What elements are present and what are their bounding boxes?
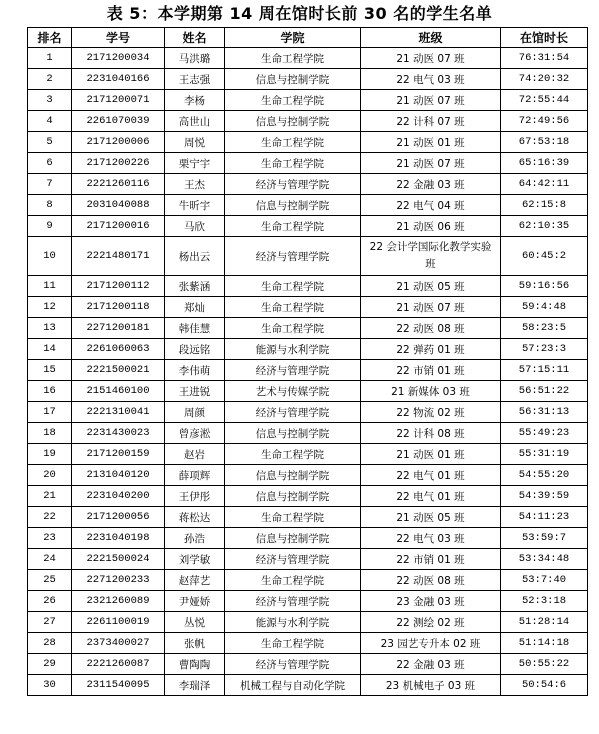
- cell-duration: 60:45:2: [501, 237, 588, 276]
- cell-college: 经济与管理学院: [225, 237, 361, 276]
- cell-name: 王进锐: [165, 381, 225, 402]
- table-row: [28, 402, 588, 423]
- cell-class: 21 动医 01 班: [361, 132, 501, 153]
- table-row: [28, 360, 588, 381]
- cell-class: 22 电气 01 班: [361, 465, 501, 486]
- table-row: [28, 297, 588, 318]
- cell-college: 信息与控制学院: [225, 111, 361, 132]
- cell-college: 生命工程学院: [225, 444, 361, 465]
- cell-student-id: 2171200071: [72, 90, 165, 111]
- cell-class: 22 弹药 01 班: [361, 339, 501, 360]
- cell-rank: 22: [28, 507, 72, 528]
- student-ranking-table: [27, 27, 588, 696]
- cell-college: 信息与控制学院: [225, 69, 361, 90]
- cell-college: 能源与水利学院: [225, 612, 361, 633]
- cell-rank: 18: [28, 423, 72, 444]
- cell-rank: 26: [28, 591, 72, 612]
- cell-class: 21 新媒体 03 班: [361, 381, 501, 402]
- table-row: [28, 381, 588, 402]
- cell-student-id: 2373400027: [72, 633, 165, 654]
- table-row: [28, 276, 588, 297]
- table-row: [28, 90, 588, 111]
- cell-name: 薛项辉: [165, 465, 225, 486]
- table-row: [28, 528, 588, 549]
- cell-college: 生命工程学院: [225, 633, 361, 654]
- table-row: [28, 318, 588, 339]
- cell-student-id: 2031040088: [72, 195, 165, 216]
- cell-college: 经济与管理学院: [225, 174, 361, 195]
- table-row: [28, 570, 588, 591]
- table-row: [28, 216, 588, 237]
- cell-duration: 51:14:18: [501, 633, 588, 654]
- cell-duration: 64:42:11: [501, 174, 588, 195]
- cell-rank: 21: [28, 486, 72, 507]
- cell-name: 高世山: [165, 111, 225, 132]
- table-header-row: [28, 28, 588, 48]
- cell-duration: 57:15:11: [501, 360, 588, 381]
- cell-rank: 5: [28, 132, 72, 153]
- cell-class: 21 动医 07 班: [361, 297, 501, 318]
- cell-college: 生命工程学院: [225, 318, 361, 339]
- cell-rank: 12: [28, 297, 72, 318]
- cell-duration: 55:49:23: [501, 423, 588, 444]
- cell-rank: 7: [28, 174, 72, 195]
- cell-student-id: 2171200226: [72, 153, 165, 174]
- header-class: 班级: [361, 28, 501, 48]
- cell-student-id: 2231040198: [72, 528, 165, 549]
- cell-rank: 3: [28, 90, 72, 111]
- cell-name: 李杨: [165, 90, 225, 111]
- cell-class: 22 金融 03 班: [361, 174, 501, 195]
- cell-college: 生命工程学院: [225, 90, 361, 111]
- cell-student-id: 2261060063: [72, 339, 165, 360]
- cell-class: 22 金融 03 班: [361, 654, 501, 675]
- cell-student-id: 2171200016: [72, 216, 165, 237]
- cell-class: 23 园艺专升本 02 班: [361, 633, 501, 654]
- cell-rank: 20: [28, 465, 72, 486]
- table-row: [28, 507, 588, 528]
- cell-rank: 27: [28, 612, 72, 633]
- cell-duration: 76:31:54: [501, 48, 588, 69]
- cell-class: 21 动医 07 班: [361, 90, 501, 111]
- table-row: [28, 654, 588, 675]
- cell-duration: 53:59:7: [501, 528, 588, 549]
- cell-duration: 54:39:59: [501, 486, 588, 507]
- cell-college: 机械工程与自动化学院: [225, 675, 361, 696]
- cell-duration: 50:55:22: [501, 654, 588, 675]
- cell-duration: 74:20:32: [501, 69, 588, 90]
- cell-college: 艺术与传媒学院: [225, 381, 361, 402]
- cell-college: 生命工程学院: [225, 153, 361, 174]
- cell-name: 段远铭: [165, 339, 225, 360]
- cell-rank: 14: [28, 339, 72, 360]
- cell-name: 王志强: [165, 69, 225, 90]
- cell-name: 曹陶陶: [165, 654, 225, 675]
- cell-college: 生命工程学院: [225, 297, 361, 318]
- cell-duration: 51:28:14: [501, 612, 588, 633]
- cell-student-id: 2231040200: [72, 486, 165, 507]
- cell-name: 赵萍艺: [165, 570, 225, 591]
- cell-student-id: 2171200056: [72, 507, 165, 528]
- cell-name: 蒋松达: [165, 507, 225, 528]
- cell-rank: 13: [28, 318, 72, 339]
- cell-name: 郑灿: [165, 297, 225, 318]
- cell-student-id: 2151460100: [72, 381, 165, 402]
- cell-student-id: 2321260089: [72, 591, 165, 612]
- header-rank: 排名: [28, 28, 72, 48]
- cell-rank: 2: [28, 69, 72, 90]
- cell-name: 杨出云: [165, 237, 225, 276]
- cell-college: 经济与管理学院: [225, 402, 361, 423]
- table-row: [28, 591, 588, 612]
- cell-class: 22 动医 08 班: [361, 318, 501, 339]
- cell-rank: 15: [28, 360, 72, 381]
- cell-student-id: 2171200118: [72, 297, 165, 318]
- table-row: [28, 69, 588, 90]
- cell-rank: 6: [28, 153, 72, 174]
- cell-name: 马洪璐: [165, 48, 225, 69]
- cell-student-id: 2261100019: [72, 612, 165, 633]
- table-row: [28, 633, 588, 654]
- cell-name: 尹娅娇: [165, 591, 225, 612]
- table-row: [28, 612, 588, 633]
- cell-student-id: 2231430023: [72, 423, 165, 444]
- cell-student-id: 2171200006: [72, 132, 165, 153]
- cell-rank: 30: [28, 675, 72, 696]
- cell-student-id: 2171200112: [72, 276, 165, 297]
- table-row: [28, 339, 588, 360]
- cell-student-id: 2221500021: [72, 360, 165, 381]
- cell-rank: 16: [28, 381, 72, 402]
- cell-name: 孙浩: [165, 528, 225, 549]
- cell-duration: 59:16:56: [501, 276, 588, 297]
- cell-duration: 72:49:56: [501, 111, 588, 132]
- cell-duration: 55:31:19: [501, 444, 588, 465]
- cell-rank: 8: [28, 195, 72, 216]
- cell-duration: 72:55:44: [501, 90, 588, 111]
- cell-name: 曾彦淞: [165, 423, 225, 444]
- cell-college: 经济与管理学院: [225, 549, 361, 570]
- cell-student-id: 2221500024: [72, 549, 165, 570]
- cell-name: 李瑞泽: [165, 675, 225, 696]
- cell-name: 周悦: [165, 132, 225, 153]
- cell-class: 22 物流 02 班: [361, 402, 501, 423]
- header-college: 学院: [225, 28, 361, 48]
- cell-student-id: 2271200233: [72, 570, 165, 591]
- header-student-id: 学号: [72, 28, 165, 48]
- table-row: [28, 153, 588, 174]
- cell-duration: 52:3:18: [501, 591, 588, 612]
- cell-class: 22 电气 03 班: [361, 69, 501, 90]
- cell-rank: 23: [28, 528, 72, 549]
- cell-name: 牛昕宇: [165, 195, 225, 216]
- cell-student-id: 2221480171: [72, 237, 165, 276]
- cell-class: 21 动医 07 班: [361, 153, 501, 174]
- cell-college: 生命工程学院: [225, 132, 361, 153]
- cell-name: 韩佳慧: [165, 318, 225, 339]
- header-name: 姓名: [165, 28, 225, 48]
- table-row: [28, 675, 588, 696]
- cell-college: 生命工程学院: [225, 570, 361, 591]
- table-row: [28, 465, 588, 486]
- cell-duration: 53:34:48: [501, 549, 588, 570]
- cell-class: 22 电气 03 班: [361, 528, 501, 549]
- table-row: [28, 423, 588, 444]
- cell-name: 丛悦: [165, 612, 225, 633]
- cell-duration: 50:54:6: [501, 675, 588, 696]
- table-title: 表 5：本学期第 14 周在馆时长前 30 名的学生名单: [106, 4, 493, 23]
- cell-college: 信息与控制学院: [225, 423, 361, 444]
- cell-student-id: 2171200034: [72, 48, 165, 69]
- cell-duration: 53:7:40: [501, 570, 588, 591]
- cell-college: 信息与控制学院: [225, 195, 361, 216]
- table-body: [28, 48, 588, 696]
- cell-college: 经济与管理学院: [225, 360, 361, 381]
- cell-class: 22 计科 07 班: [361, 111, 501, 132]
- cell-class: 22 动医 08 班: [361, 570, 501, 591]
- cell-name: 马欣: [165, 216, 225, 237]
- cell-name: 李伟萌: [165, 360, 225, 381]
- cell-duration: 59:4:48: [501, 297, 588, 318]
- cell-class: 21 动医 07 班: [361, 48, 501, 69]
- cell-college: 生命工程学院: [225, 276, 361, 297]
- cell-rank: 4: [28, 111, 72, 132]
- cell-college: 经济与管理学院: [225, 654, 361, 675]
- table-row: [28, 486, 588, 507]
- cell-class: 22 市销 01 班: [361, 549, 501, 570]
- cell-duration: 65:16:39: [501, 153, 588, 174]
- cell-class: 21 动医 05 班: [361, 507, 501, 528]
- table-row: [28, 549, 588, 570]
- cell-class: 22 电气 04 班: [361, 195, 501, 216]
- cell-rank: 10: [28, 237, 72, 276]
- cell-college: 生命工程学院: [225, 507, 361, 528]
- cell-student-id: 2311540095: [72, 675, 165, 696]
- cell-college: 能源与水利学院: [225, 339, 361, 360]
- cell-name: 周颜: [165, 402, 225, 423]
- cell-rank: 25: [28, 570, 72, 591]
- cell-student-id: 2131040120: [72, 465, 165, 486]
- cell-college: 经济与管理学院: [225, 591, 361, 612]
- cell-duration: 56:51:22: [501, 381, 588, 402]
- cell-duration: 67:53:18: [501, 132, 588, 153]
- cell-rank: 28: [28, 633, 72, 654]
- cell-rank: 11: [28, 276, 72, 297]
- cell-class: 22 会计学国际化教学实验班: [361, 237, 501, 276]
- cell-name: 王伊彤: [165, 486, 225, 507]
- cell-student-id: 2171200159: [72, 444, 165, 465]
- cell-student-id: 2261070039: [72, 111, 165, 132]
- cell-name: 刘学敏: [165, 549, 225, 570]
- cell-student-id: 2271200181: [72, 318, 165, 339]
- cell-duration: 57:23:3: [501, 339, 588, 360]
- cell-class: 22 测绘 02 班: [361, 612, 501, 633]
- cell-duration: 62:15:8: [501, 195, 588, 216]
- cell-name: 张帆: [165, 633, 225, 654]
- cell-college: 信息与控制学院: [225, 486, 361, 507]
- cell-class: 22 计科 08 班: [361, 423, 501, 444]
- table-row: [28, 48, 588, 69]
- cell-rank: 29: [28, 654, 72, 675]
- table-row: [28, 174, 588, 195]
- cell-student-id: 2221310041: [72, 402, 165, 423]
- cell-rank: 24: [28, 549, 72, 570]
- cell-rank: 17: [28, 402, 72, 423]
- cell-class: 21 动医 05 班: [361, 276, 501, 297]
- cell-duration: 56:31:13: [501, 402, 588, 423]
- cell-name: 栗宁宇: [165, 153, 225, 174]
- cell-name: 王杰: [165, 174, 225, 195]
- cell-college: 生命工程学院: [225, 48, 361, 69]
- cell-class: 22 市销 01 班: [361, 360, 501, 381]
- cell-class: 22 电气 01 班: [361, 486, 501, 507]
- table-row: [28, 132, 588, 153]
- cell-student-id: 2221260087: [72, 654, 165, 675]
- cell-college: 信息与控制学院: [225, 528, 361, 549]
- cell-duration: 58:23:5: [501, 318, 588, 339]
- cell-rank: 19: [28, 444, 72, 465]
- cell-duration: 54:11:23: [501, 507, 588, 528]
- cell-name: 张紫涵: [165, 276, 225, 297]
- cell-rank: 1: [28, 48, 72, 69]
- cell-student-id: 2231040166: [72, 69, 165, 90]
- cell-name: 赵岩: [165, 444, 225, 465]
- cell-college: 信息与控制学院: [225, 465, 361, 486]
- table-row: [28, 237, 588, 276]
- cell-rank: 9: [28, 216, 72, 237]
- table-row: [28, 444, 588, 465]
- table-row: [28, 195, 588, 216]
- cell-duration: 62:10:35: [501, 216, 588, 237]
- cell-college: 生命工程学院: [225, 216, 361, 237]
- cell-student-id: 2221260116: [72, 174, 165, 195]
- table-row: [28, 111, 588, 132]
- cell-duration: 54:55:20: [501, 465, 588, 486]
- header-duration: 在馆时长: [501, 28, 588, 48]
- cell-class: 23 金融 03 班: [361, 591, 501, 612]
- cell-class: 21 动医 06 班: [361, 216, 501, 237]
- cell-class: 21 动医 01 班: [361, 444, 501, 465]
- cell-class: 23 机械电子 03 班: [361, 675, 501, 696]
